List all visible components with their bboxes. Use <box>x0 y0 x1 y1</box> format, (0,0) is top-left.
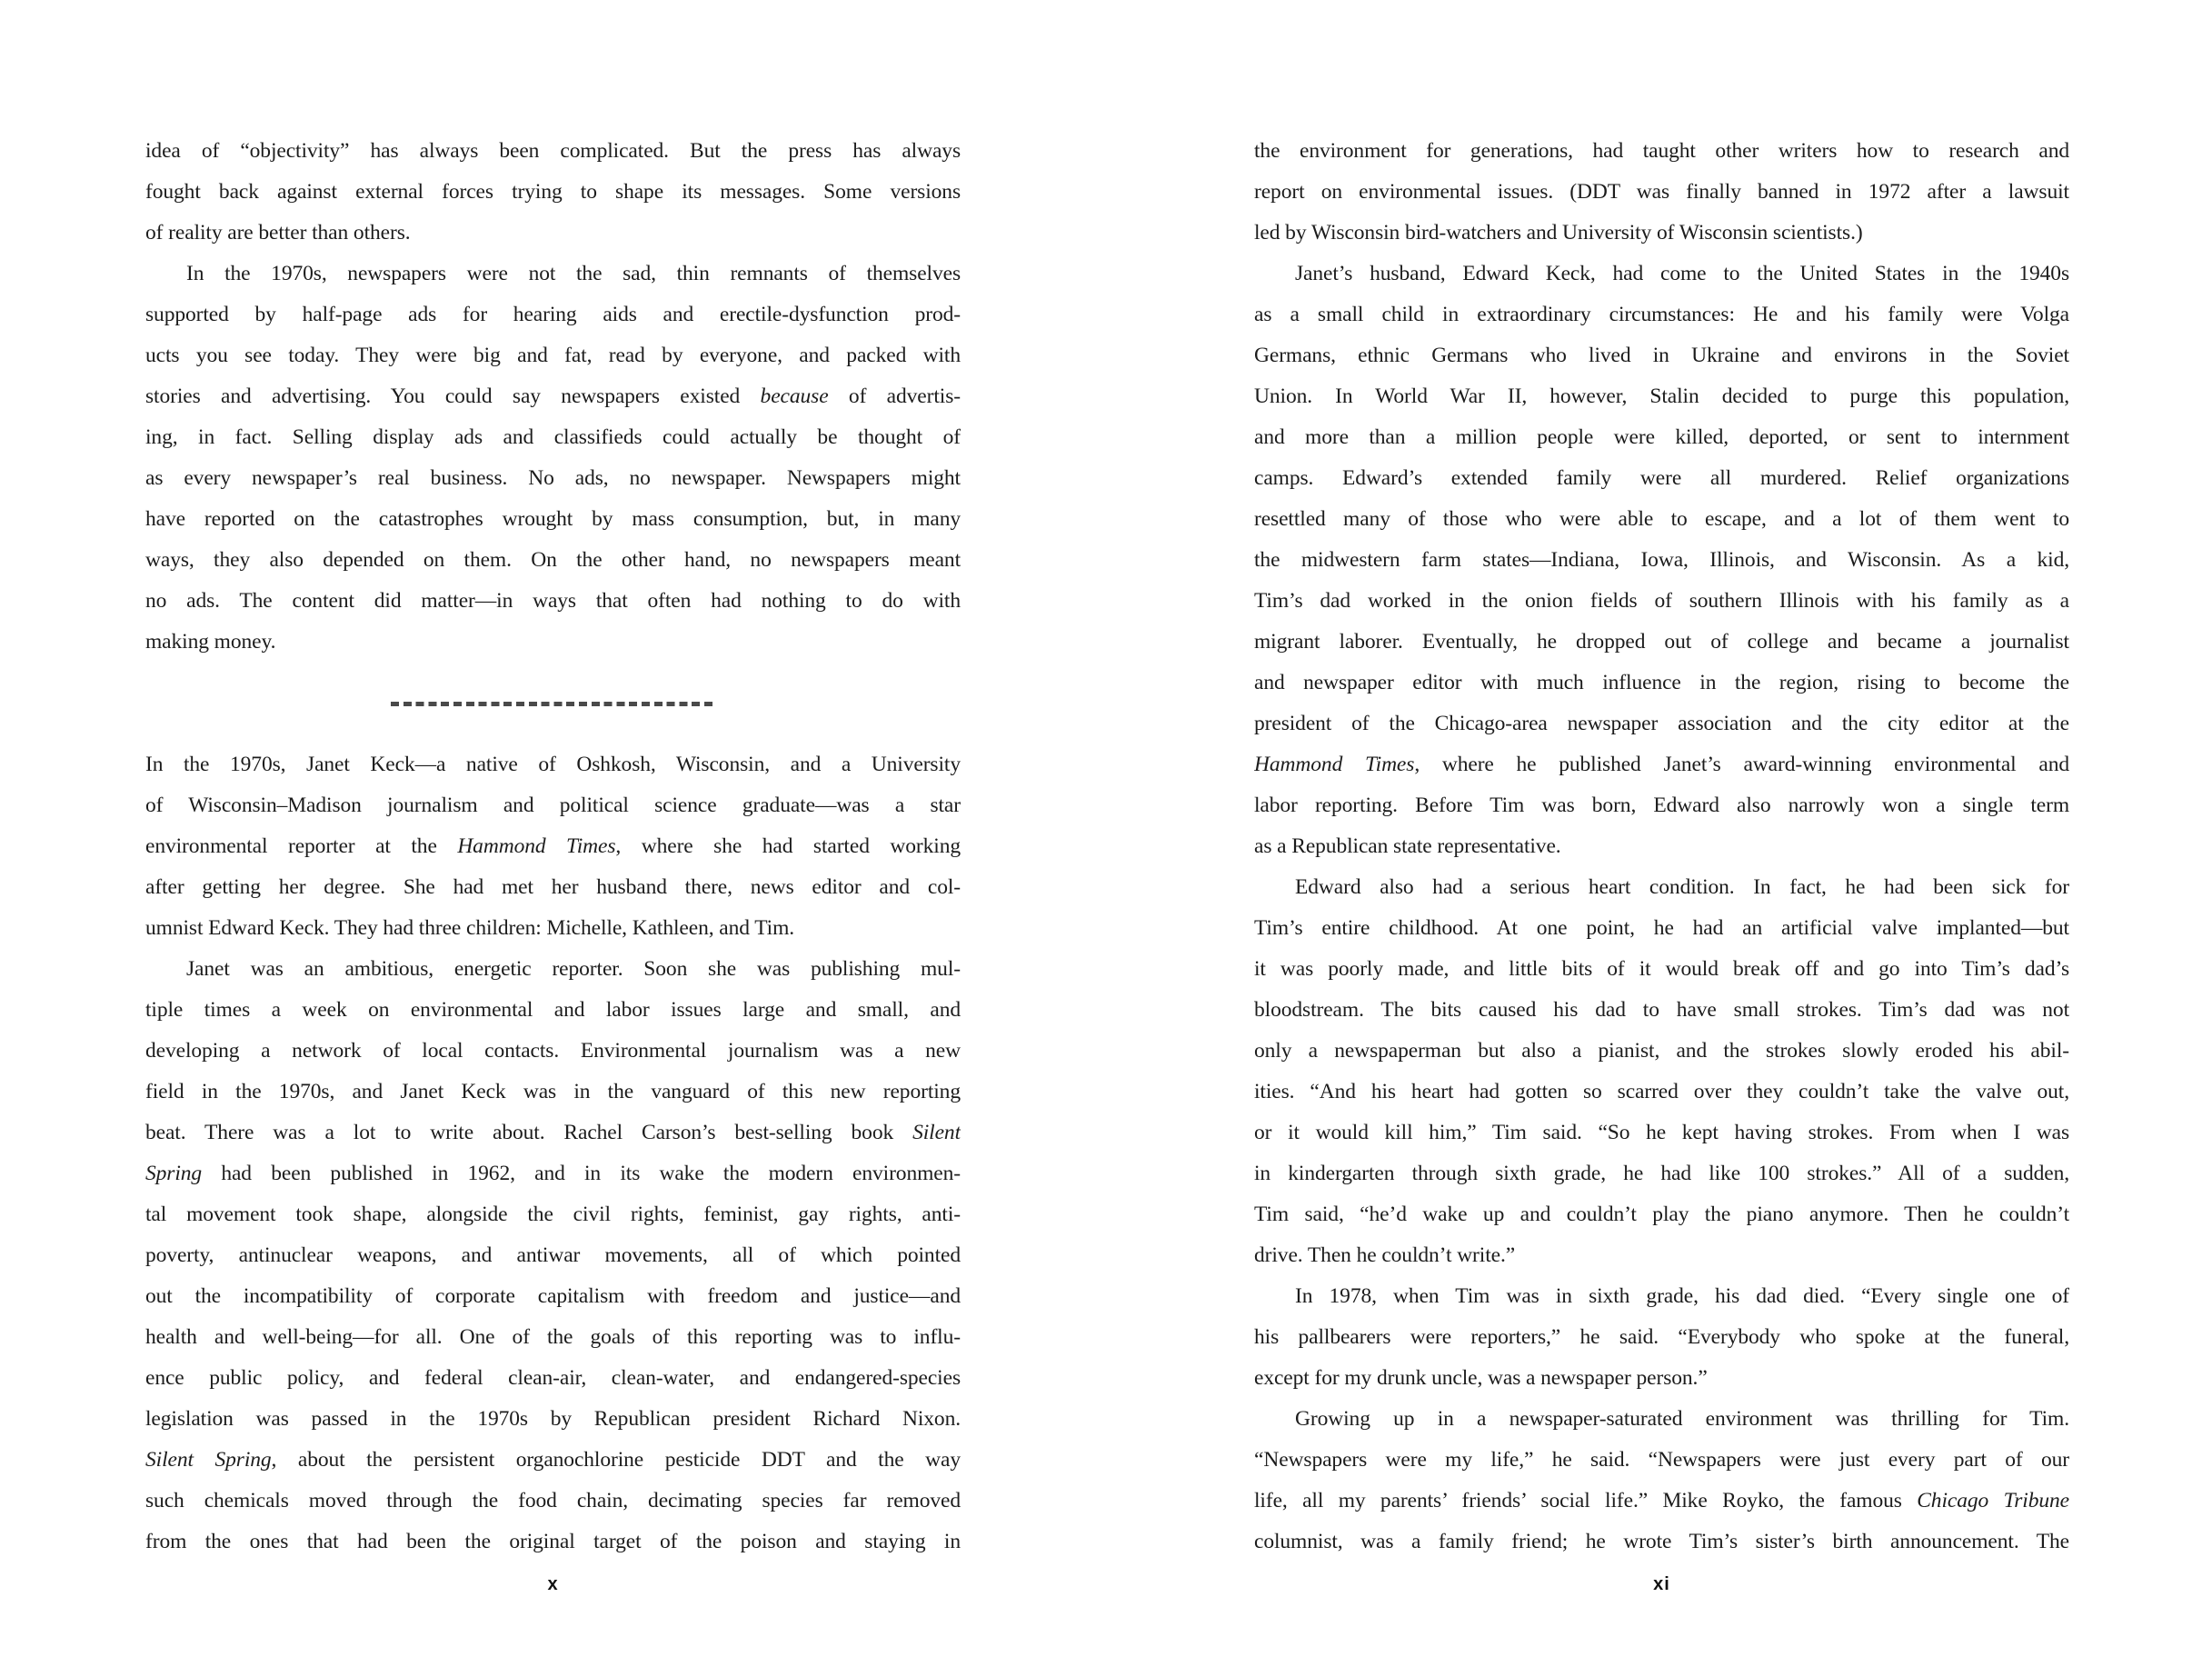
text-line <box>145 499 961 540</box>
italic-text: Chicago Tribune <box>1917 1489 2069 1512</box>
text-segment: Janet was an ambitious, energetic reporter. Soon she was publishing mul- <box>186 957 961 981</box>
text-segment: it was poorly made, and little bits of it would break off and go into Tim’s dad’s <box>1254 957 2069 981</box>
text-segment: ways, they also depended on them. On the other hand, no newspapers meant <box>145 548 961 572</box>
text-segment: labor reporting. Before Tim was born, Edward also narrowly won a single term <box>1254 794 2069 817</box>
text-segment: bloodstream. The bits caused his dad to have small strokes. Tim’s dad was not <box>1254 998 2069 1022</box>
text-line <box>1254 1399 2069 1440</box>
text-segment: supported by half-page ads for hearing aids and erectile-dysfunction prod- <box>145 303 961 326</box>
text-line <box>145 1317 961 1358</box>
text-line <box>145 213 961 254</box>
paragraph <box>1254 867 2069 1276</box>
italic-text: Silent <box>912 1121 961 1144</box>
text-segment: such chemicals moved through the food chain, decimating species far removed <box>145 1489 961 1512</box>
text-line <box>1254 704 2069 744</box>
text-line <box>145 1194 961 1235</box>
text-line <box>1254 1481 2069 1522</box>
right-page-text <box>1254 131 2069 1562</box>
text-segment: Growing up in a newspaper-saturated environment was thrilling for Tim. <box>1295 1407 2069 1431</box>
text-line <box>1254 908 2069 949</box>
italic-text: Hammond Times <box>457 834 616 858</box>
paragraph <box>1254 131 2069 254</box>
text-segment: ucts you see today. They were big and fat, read by everyone, and packed with <box>145 344 961 367</box>
italic-text: Hammond Times <box>1254 753 1415 776</box>
text-line <box>145 785 961 826</box>
separator-dashes <box>391 702 716 706</box>
text-line <box>1254 131 2069 172</box>
text-line <box>145 335 961 376</box>
text-segment: ing, in fact. Selling display ads and classifieds could actually be thought of <box>145 425 961 449</box>
text-line <box>1254 376 2069 417</box>
italic-text: Silent Spring <box>145 1448 272 1472</box>
text-segment: , where he published Janet’s award-winning environmental and <box>1414 753 2069 776</box>
text-line <box>1254 417 2069 458</box>
paragraph <box>1254 1399 2069 1562</box>
text-line <box>145 1113 961 1153</box>
text-segment: out the incompatibility of corporate capitalism with freedom and justice—and <box>145 1284 961 1308</box>
text-segment: resettled many of those who were able to escape, and a lot of them went to <box>1254 507 2069 531</box>
text-line <box>145 1072 961 1113</box>
text-line <box>1254 622 2069 663</box>
text-line <box>145 1399 961 1440</box>
paragraph <box>145 949 961 1562</box>
page-number-right: xi <box>1653 1574 1670 1594</box>
text-segment: from the ones that had been the original target of the poison and staying in <box>145 1530 961 1553</box>
text-segment: of advertis- <box>828 384 961 408</box>
text-line <box>145 1440 961 1481</box>
text-segment: Tim’s dad worked in the onion fields of southern Illinois with his family as a <box>1254 589 2069 613</box>
text-segment: Janet’s husband, Edward Keck, had come to the United States in the 1940s <box>1295 262 2069 285</box>
text-line <box>145 458 961 499</box>
text-line <box>1254 785 2069 826</box>
text-segment: tal movement took shape, alongside the civil rights, feminist, gay rights, anti- <box>145 1203 961 1226</box>
text-line <box>145 254 961 294</box>
text-line <box>1254 1235 2069 1276</box>
text-line <box>1254 949 2069 990</box>
text-segment: Germans, ethnic Germans who lived in Ukraine and environs in the Soviet <box>1254 344 2069 367</box>
section-separator <box>145 663 961 744</box>
text-segment: poverty, antinuclear weapons, and antiwar movements, all of which pointed <box>145 1243 961 1267</box>
text-segment: Edward also had a serious heart condition. In fact, he had been sick for <box>1295 875 2069 899</box>
text-line <box>145 1235 961 1276</box>
text-segment: legislation was passed in the 1970s by Republican president Richard Nixon. <box>145 1407 961 1431</box>
text-segment: camps. Edward’s extended family were all murdered. Relief organizations <box>1254 466 2069 490</box>
text-line <box>1254 499 2069 540</box>
text-line <box>1254 1358 2069 1399</box>
text-line <box>145 1031 961 1072</box>
text-line <box>1254 335 2069 376</box>
text-segment: life, all my parents’ friends’ social life.” Mike Royko, the famous <box>1254 1489 1918 1512</box>
text-segment: environmental reporter at the <box>145 834 458 858</box>
text-segment: after getting her degree. She had met her husband there, news editor and col- <box>145 875 961 899</box>
text-line <box>1254 581 2069 622</box>
text-segment: health and well-being—for all. One of the goals of this reporting was to influ- <box>145 1325 961 1349</box>
text-segment: columnist, was a family friend; he wrote Tim’s sister’s birth announcement. The <box>1254 1530 2069 1553</box>
text-segment: idea of “objectivity” has always been complicated. But the press has always <box>145 139 961 163</box>
text-line <box>1254 540 2069 581</box>
text-segment: and more than a million people were killed, deported, or sent to internment <box>1254 425 2069 449</box>
text-segment: Union. In World War II, however, Stalin decided to purge this population, <box>1254 384 2069 408</box>
text-segment: have reported on the catastrophes wrought by mass consumption, but, in many <box>145 507 961 531</box>
text-line <box>145 1522 961 1562</box>
text-segment: beat. There was a lot to write about. Rachel Carson’s best-selling book <box>145 1121 913 1144</box>
text-segment: led by Wisconsin bird-watchers and University of Wisconsin scientists.) <box>1254 221 1863 245</box>
italic-text: because <box>760 384 829 408</box>
page-number-left: x <box>547 1574 559 1594</box>
italic-text: Spring <box>145 1162 203 1185</box>
text-segment: of reality are better than others. <box>145 221 411 245</box>
text-segment: migrant laborer. Eventually, he dropped out of college and became a journalist <box>1254 630 2069 654</box>
text-line <box>145 581 961 622</box>
paragraph <box>145 744 961 949</box>
text-segment: drive. Then he couldn’t write.” <box>1254 1243 1516 1267</box>
text-line <box>145 867 961 908</box>
text-segment: president of the Chicago-area newspaper association and the city editor at the <box>1254 712 2069 735</box>
paragraph <box>145 131 961 254</box>
text-line <box>1254 172 2069 213</box>
text-line <box>145 172 961 213</box>
text-segment: his pallbearers were reporters,” he said. “Everybody who spoke at the funeral, <box>1254 1325 2069 1349</box>
text-segment: , where she had started working <box>615 834 961 858</box>
text-segment: ities. “And his heart had gotten so scarred over they couldn’t take the valve out, <box>1254 1080 2069 1103</box>
text-segment: no ads. The content did matter—in ways that often had nothing to do with <box>145 589 961 613</box>
text-line <box>1254 254 2069 294</box>
text-segment: In the 1970s, newspapers were not the sad, thin remnants of themselves <box>186 262 961 285</box>
text-segment: except for my drunk uncle, was a newspaper person.” <box>1254 1366 1708 1390</box>
text-segment: or it would kill him,” Tim said. “So he kept having strokes. From when I was <box>1254 1121 2069 1144</box>
paragraph <box>1254 1276 2069 1399</box>
text-line <box>145 1276 961 1317</box>
text-line <box>145 1481 961 1522</box>
text-line <box>1254 213 2069 254</box>
text-line <box>1254 663 2069 704</box>
text-line <box>1254 1113 2069 1153</box>
text-line <box>145 540 961 581</box>
text-segment: only a newspaperman but also a pianist, and the strokes slowly eroded his abil- <box>1254 1039 2069 1063</box>
text-line <box>145 1153 961 1194</box>
text-segment: as a small child in extraordinary circumstances: He and his family were Volga <box>1254 303 2069 326</box>
text-segment: ence public policy, and federal clean-air, clean-water, and endangered-species <box>145 1366 961 1390</box>
text-line <box>1254 458 2069 499</box>
text-segment: Tim said, “he’d wake up and couldn’t play the piano anymore. Then he couldn’t <box>1254 1203 2069 1226</box>
text-line <box>1254 1317 2069 1358</box>
text-segment: making money. <box>145 630 276 654</box>
text-segment: the environment for generations, had taught other writers how to research and <box>1254 139 2069 163</box>
text-line <box>145 417 961 458</box>
paragraph <box>145 254 961 663</box>
text-segment: “Newspapers were my life,” he said. “Newspapers were just every part of our <box>1254 1448 2069 1472</box>
text-line <box>1254 1522 2069 1562</box>
text-segment: in kindergarten through sixth grade, he had like 100 strokes.” All of a sudden, <box>1254 1162 2069 1185</box>
text-segment: umnist Edward Keck. They had three children: Michelle, Kathleen, and Tim. <box>145 916 795 940</box>
text-line <box>145 622 961 663</box>
text-segment: , about the persistent organochlorine pesticide DDT and the way <box>271 1448 961 1472</box>
text-segment: of Wisconsin–Madison journalism and political science graduate—was a star <box>145 794 961 817</box>
text-line <box>1254 1072 2069 1113</box>
text-segment: stories and advertising. You could say newspapers existed <box>145 384 761 408</box>
text-line <box>145 376 961 417</box>
text-line <box>1254 1276 2069 1317</box>
text-segment: as every newspaper’s real business. No ads, no newspaper. Newspapers might <box>145 466 961 490</box>
text-line <box>1254 1440 2069 1481</box>
text-line <box>145 826 961 867</box>
text-line <box>145 990 961 1031</box>
text-line <box>1254 1153 2069 1194</box>
text-line <box>1254 867 2069 908</box>
text-segment: In 1978, when Tim was in sixth grade, his dad died. “Every single one of <box>1295 1284 2069 1308</box>
text-segment: field in the 1970s, and Janet Keck was in the vanguard of this new reporting <box>145 1080 961 1103</box>
text-segment: tiple times a week on environmental and labor issues large and small, and <box>145 998 961 1022</box>
text-line <box>1254 744 2069 785</box>
text-segment: the midwestern farm states—Indiana, Iowa, Illinois, and Wisconsin. As a kid, <box>1254 548 2069 572</box>
text-line <box>145 1358 961 1399</box>
text-line <box>1254 990 2069 1031</box>
text-segment: Tim’s entire childhood. At one point, he had an artificial valve implanted—but <box>1254 916 2069 940</box>
text-line <box>145 744 961 785</box>
text-line <box>145 908 961 949</box>
text-segment: developing a network of local contacts. Environmental journalism was a new <box>145 1039 961 1063</box>
text-line <box>145 294 961 335</box>
text-line <box>1254 294 2069 335</box>
text-line <box>145 131 961 172</box>
text-line <box>145 949 961 990</box>
text-segment: In the 1970s, Janet Keck—a native of Oshkosh, Wisconsin, and a University <box>145 753 961 776</box>
paragraph <box>1254 254 2069 867</box>
text-line <box>1254 1031 2069 1072</box>
text-segment: fought back against external forces trying to shape its messages. Some versions <box>145 180 961 204</box>
text-segment: report on environmental issues. (DDT was finally banned in 1972 after a lawsuit <box>1254 180 2069 204</box>
text-line <box>1254 1194 2069 1235</box>
text-segment: had been published in 1962, and in its wake the modern environmen- <box>202 1162 961 1185</box>
text-segment: and newspaper editor with much influence in the region, rising to become the <box>1254 671 2069 694</box>
left-page-text <box>145 131 961 1562</box>
text-segment: as a Republican state representative. <box>1254 834 1561 858</box>
text-line <box>1254 826 2069 867</box>
